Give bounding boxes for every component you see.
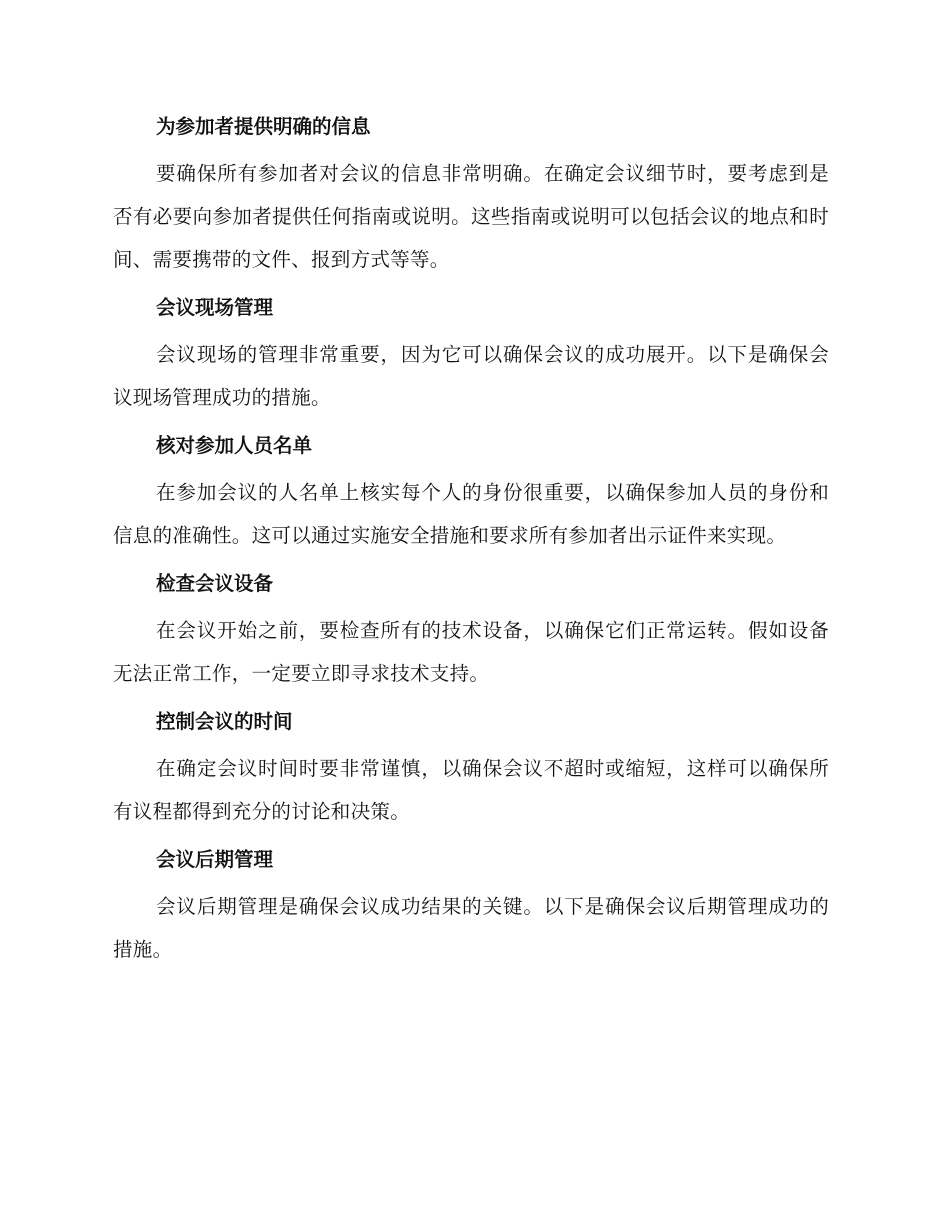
section-body-attendee-list: 在参加会议的人名单上核实每个人的身份很重要，以确保参加人员的身份和信息的准确性。这可以通过实施安全措施和要求所有参加者出示证件来实现。 — [113, 481, 829, 547]
section-heading-post-meeting: 会议后期管理 — [156, 848, 274, 871]
section-heading-info: 为参加者提供明确的信息 — [156, 115, 371, 138]
section-body-equipment: 在会议开始之前，要检查所有的技术设备，以确保它们正常运转。假如设备无法正常工作，一定要立即寻求技术支持。 — [113, 619, 829, 685]
section-heading-onsite: 会议现场管理 — [156, 296, 274, 319]
document-content — [113, 108, 829, 979]
section-body-time-control: 在确定会议时间时要非常谨慎，以确保会议不超时或缩短，这样可以确保所有议程都得到充分的讨论和决策。 — [113, 757, 829, 823]
section-body-onsite: 会议现场的管理非常重要，因为它可以确保会议的成功展开。以下是确保会议现场管理成功的措施。 — [113, 343, 829, 409]
section-heading-attendee-list: 核对参加人员名单 — [156, 434, 313, 457]
section-heading-equipment: 检查会议设备 — [156, 572, 274, 595]
section-heading-time-control: 控制会议的时间 — [156, 710, 293, 733]
section-body-post-meeting: 会议后期管理是确保会议成功结果的关键。以下是确保会议后期管理成功的措施。 — [113, 895, 829, 961]
section-body-info: 要确保所有参加者对会议的信息非常明确。在确定会议细节时，要考虑到是否有必要向参加者提供任何指南或说明。这些指南或说明可以包括会议的地点和时间、需要携带的文件、报到方式等等。 — [113, 162, 829, 271]
